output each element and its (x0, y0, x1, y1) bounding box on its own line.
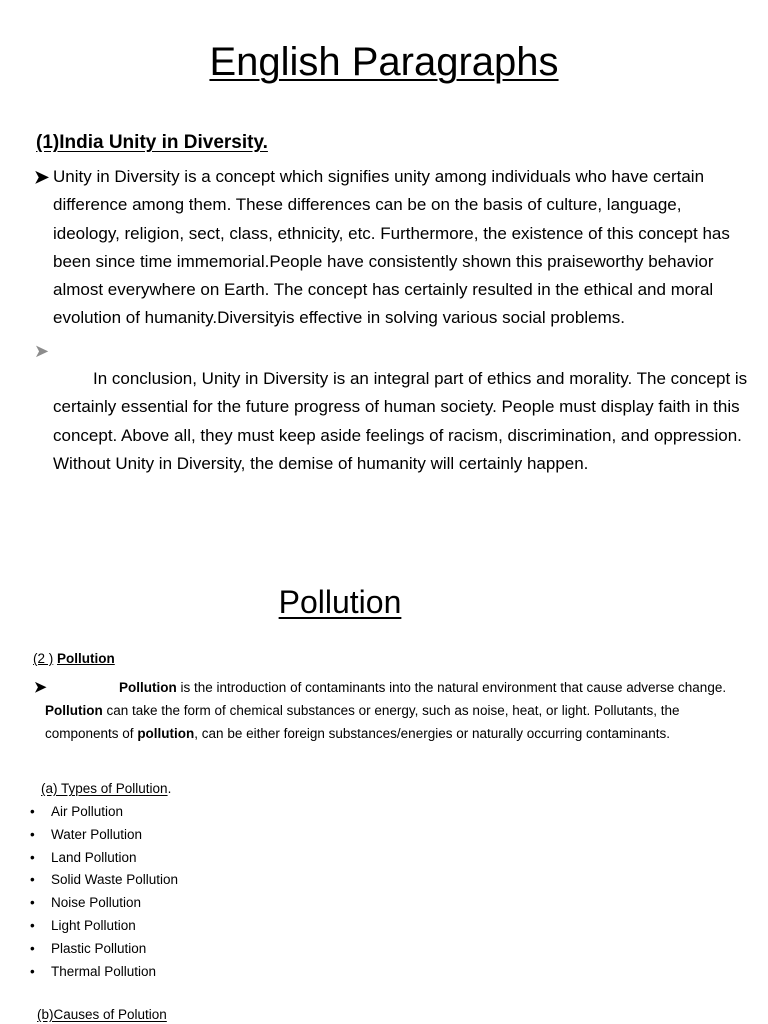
bullet-dot-icon: • (30, 804, 35, 819)
list-item-label: Light Pollution (51, 917, 136, 933)
list-item-label: Noise Pollution (51, 895, 142, 911)
paragraph-text (45, 676, 734, 745)
list-item (30, 961, 178, 984)
types-heading-text: (a) Types of Pollution (41, 781, 168, 796)
bold-term: Pollution (45, 703, 103, 718)
types-heading-suffix: . (167, 781, 172, 796)
list-item (30, 824, 178, 847)
list-item (30, 915, 178, 938)
list-item (30, 847, 178, 870)
pollution-types-list (30, 801, 178, 983)
list-item-label: Air Pollution (51, 804, 124, 819)
bullet-dot-icon: • (30, 940, 35, 956)
list-item (30, 801, 178, 824)
heading-label: Pollution (57, 651, 115, 666)
paragraph-text: In conclusion, Unity in Diversity is an integral part of ethics and morality. The concept is certainly essential for the future progress of human society. People must display faith in this concept. Above all, they must keep aside feelings of racism, discrimination, and oppression. Without Unity in Diversity, the demise of humanity will certainly happen. (53, 369, 748, 473)
bullet-dot-icon: • (30, 826, 35, 842)
section-heading-unity: (1)India Unity in Diversity. (36, 132, 268, 153)
list-item (30, 892, 178, 915)
bullet-dot-icon: • (30, 917, 35, 933)
list-item-label: Solid Waste Pollution (51, 872, 179, 888)
bullet-dot-icon: • (30, 849, 35, 865)
paragraph-unity-intro (34, 163, 750, 333)
paragraph-unity-conclusion (34, 365, 750, 478)
arrow-bullet-icon: ➤ (34, 341, 50, 361)
bold-term: pollution (137, 726, 195, 741)
text-run: can take the form of chemical substances or energy, such as noise, heat, or light. Pollutants, the components of (45, 703, 680, 741)
arrow-bullet-icon: ➤ (34, 679, 47, 696)
paragraph-text: Unity in Diversity is a concept which signifies unity among individuals who have certain difference among them. These differences can be on the basis of culture, language, ideology, religion, sect, class, ethnicity, etc. Furthermore, the existence of this concept has been since time immemorial.People have consistently shown this praiseworthy behavior almost everywhere on Earth. The concept has certainly resulted in the ethical and moral evolution of humanity.Diversityis effective in solving various social problems. (53, 167, 730, 328)
list-item-label: Thermal Pollution (51, 963, 157, 979)
types-heading (41, 781, 171, 796)
paragraph-pollution (34, 676, 734, 745)
bullet-dot-icon: • (30, 895, 35, 911)
list-item-label: Water Pollution (51, 826, 143, 842)
page-title: English Paragraphs (209, 40, 559, 84)
bold-term: Pollution (119, 680, 177, 695)
list-item (30, 938, 178, 961)
text-run: is the introduction of contaminants into the natural environment that cause adverse change. (176, 680, 727, 695)
arrow-bullet-icon: ➤ (34, 167, 50, 187)
list-item (30, 869, 178, 892)
list-item-label: Plastic Pollution (51, 940, 147, 956)
causes-heading: (b)Causes of Polution (37, 1007, 167, 1022)
section-heading-pollution (33, 651, 115, 666)
bullet-dot-icon: • (30, 872, 35, 888)
bullet-dot-icon: • (30, 963, 35, 979)
text-run: , can be either foreign substances/energies or naturally occurring contaminants. (194, 726, 671, 741)
list-item-label: Land Pollution (51, 849, 137, 865)
heading-number: (2 ) (33, 651, 54, 666)
section-title-pollution: Pollution (278, 584, 402, 620)
